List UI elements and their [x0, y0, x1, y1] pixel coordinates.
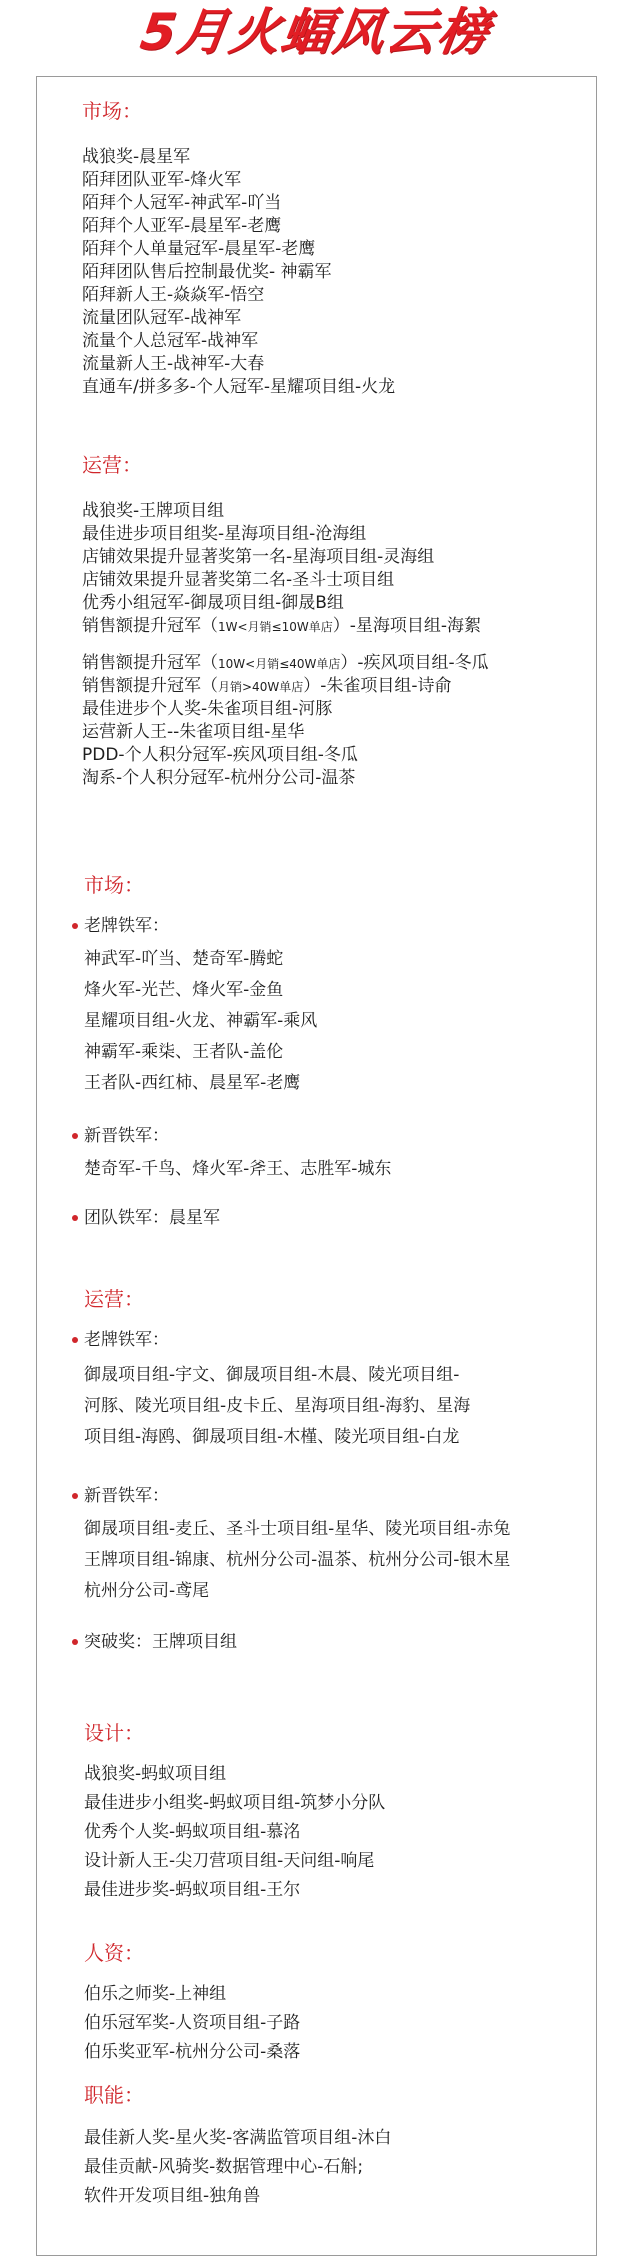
operations-awards-list [82, 500, 489, 790]
list-item: 河豚、陵光项目组-皮卡丘、星海项目组-海豹、星海 [84, 1396, 471, 1416]
market-old-iron-list [84, 944, 317, 1099]
list-item: 店铺效果提升显著奖第一名-星海项目组-灵海组 [82, 547, 435, 567]
list-item: 伯乐奖亚军-杭州分公司-桑落 [84, 2042, 301, 2062]
list-item: 淘系-个人积分冠军-杭州分公司-温茶 [82, 768, 356, 788]
list-item: 最佳进步项目组奖-星海项目组-沧海组 [82, 524, 367, 544]
list-item: 陌拜团队售后控制最优奖- 神霸军 [82, 262, 332, 282]
list-item: 优秀个人奖-蚂蚁项目组-慕洺 [84, 1822, 301, 1842]
list-item: 流量个人总冠军-战神军 [82, 331, 259, 351]
design-awards-list [84, 1760, 385, 1905]
list-item: 陌拜个人冠军-神武军-吖当 [82, 193, 282, 213]
subheading-old-iron-market: 老牌铁军： [84, 914, 169, 938]
list-item-sales-3: 销售额提升冠军（月销>40W单店）-朱雀项目组-诗俞 [82, 676, 452, 696]
list-item: 直通车/拼多多-个人冠军-星耀项目组-火龙 [82, 377, 396, 397]
list-item-sales-2: 销售额提升冠军（10W<月销≤40W单店）-疾风项目组-冬瓜 [82, 653, 489, 673]
bullet-dot [72, 1493, 78, 1499]
list-item: 最佳进步奖-蚂蚁项目组-王尔 [84, 1880, 301, 1900]
subheading-breakthrough: 突破奖：王牌项目组 [84, 1630, 237, 1654]
list-item: 烽火军-光芒、烽火军-金鱼 [84, 980, 284, 1000]
section-heading-market: 市场： [82, 99, 142, 123]
list-item: 最佳进步小组奖-蚂蚁项目组-筑梦小分队 [84, 1793, 386, 1813]
list-item: 御晟项目组-宇文、御晟项目组-木晨、陵光项目组- [84, 1365, 460, 1385]
list-item: 陌拜新人王-焱焱军-悟空 [82, 285, 265, 305]
function-awards-list [84, 2124, 391, 2211]
list-item: 星耀项目组-火龙、神霸军-乘风 [84, 1011, 318, 1031]
list-item: 御晟项目组-麦丘、圣斗士项目组-星华、陵光项目组-赤兔 [84, 1519, 511, 1539]
title-banner [0, 0, 630, 66]
list-item: 流量新人王-战神军-大春 [82, 354, 265, 374]
list-item: 运营新人王--朱雀项目组-星华 [82, 722, 305, 742]
list-item: 陌拜团队亚军-烽火军 [82, 170, 242, 190]
bullet-dot [72, 1639, 78, 1645]
section-heading-market-iron: 市场： [84, 873, 144, 897]
list-item: 陌拜个人单量冠军-晨星军-老鹰 [82, 239, 316, 259]
list-item: 神武军-吖当、楚奇军-腾蛇 [84, 949, 284, 969]
hr-awards-list [84, 1980, 300, 2067]
list-item: 陌拜个人亚军-晨星军-老鹰 [82, 216, 282, 236]
bullet-dot [72, 1215, 78, 1221]
bullet-dot [72, 1337, 78, 1343]
subheading-old-iron-ops: 老牌铁军： [84, 1328, 169, 1352]
list-item: 最佳贡献-风骑奖-数据管理中心-石斛; [84, 2157, 364, 2177]
list-item: 战狼奖-晨星军 [82, 147, 191, 167]
page-title: 5月火蝠风云榜 [136, 3, 494, 61]
list-item: 最佳进步个人奖-朱雀项目组-河豚 [82, 699, 333, 719]
section-heading-design: 设计： [84, 1721, 144, 1745]
list-item: 软件开发项目组-独角兽 [84, 2186, 261, 2206]
list-item: 伯乐冠军奖-人资项目组-子路 [84, 2013, 301, 2033]
section-heading-operations: 运营： [82, 453, 142, 477]
market-new-iron-list [84, 1154, 391, 1185]
list-item: 战狼奖-蚂蚁项目组 [84, 1764, 227, 1784]
list-item: 流量团队冠军-战神军 [82, 308, 242, 328]
list-item: 战狼奖-王牌项目组 [82, 501, 225, 521]
list-item: 杭州分公司-鸢尾 [84, 1581, 210, 1601]
subheading-new-iron-ops: 新晋铁军： [84, 1484, 169, 1508]
list-item: 王牌项目组-锦康、杭州分公司-温茶、杭州分公司-银木星 [84, 1550, 511, 1570]
list-item: 优秀小组冠军-御晟项目组-御晟B组 [82, 593, 344, 613]
bullet-dot [72, 1133, 78, 1139]
ops-old-iron-list [84, 1360, 470, 1453]
list-item: 最佳新人奖-星火奖-客满监管项目组-沐白 [84, 2128, 392, 2148]
ops-new-iron-list [84, 1514, 510, 1607]
section-heading-operations-iron: 运营： [84, 1287, 144, 1311]
list-item: 神霸军-乘柒、王者队-盖伦 [84, 1042, 284, 1062]
list-item: PDD-个人积分冠军-疾风项目组-冬瓜 [82, 745, 358, 765]
list-item: 店铺效果提升显著奖第二名-圣斗士项目组 [82, 570, 395, 590]
subheading-new-iron-market: 新晋铁军： [84, 1124, 169, 1148]
list-item: 王者队-西红柿、晨星军-老鹰 [84, 1073, 301, 1093]
list-item: 项目组-海鸥、御晟项目组-木槿、陵光项目组-白龙 [84, 1427, 460, 1447]
section-heading-hr: 人资： [84, 1941, 144, 1965]
list-item: 楚奇军-千鸟、烽火军-斧王、志胜军-城东 [84, 1159, 392, 1179]
market-awards-list [82, 146, 395, 399]
list-item: 设计新人王-尖刀营项目组-天问组-响尾 [84, 1851, 375, 1871]
list-item-sales-1: 销售额提升冠军（1W<月销≤10W单店）-星海项目组-海絮 [82, 616, 482, 636]
subheading-team-iron-market: 团队铁军：晨星军 [84, 1206, 220, 1230]
list-item: 伯乐之师奖-上神组 [84, 1984, 227, 2004]
bullet-dot [72, 923, 78, 929]
section-heading-function: 职能： [84, 2083, 144, 2107]
